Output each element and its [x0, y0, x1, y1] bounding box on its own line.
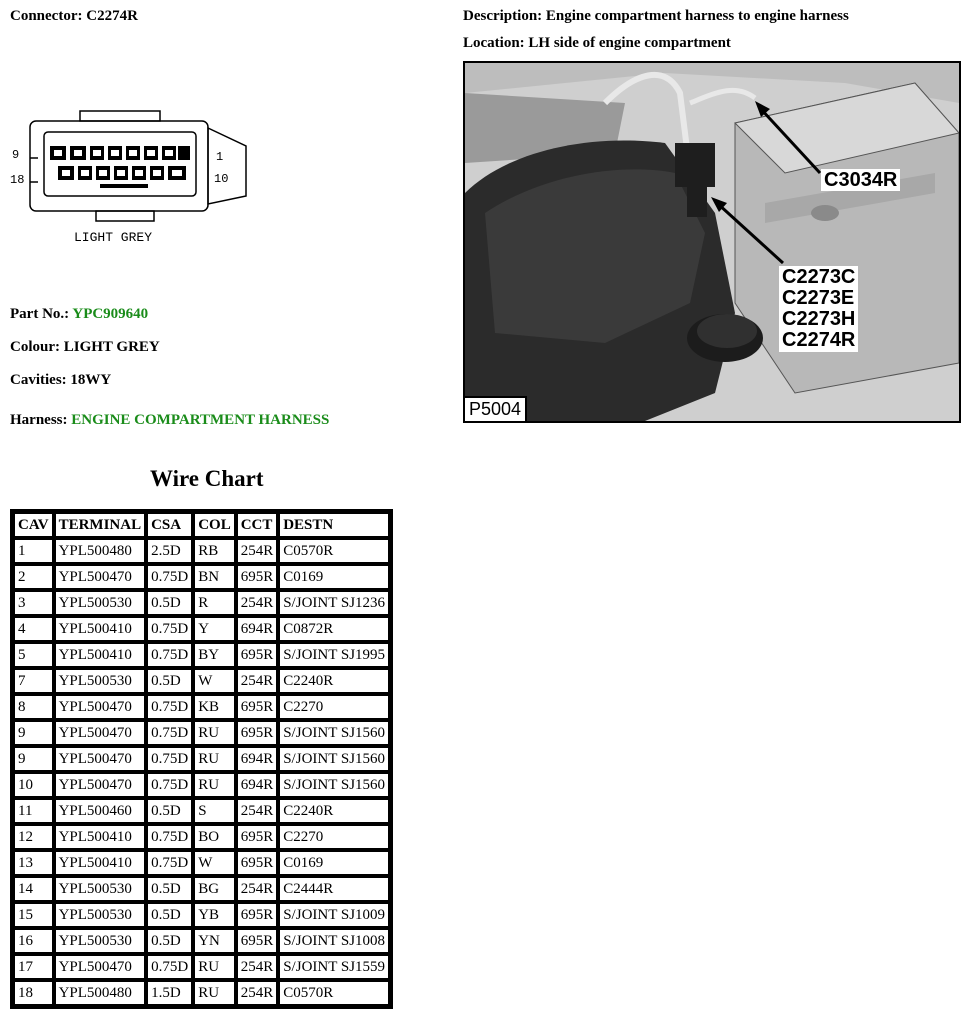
location-photo	[463, 61, 961, 423]
table-cell: 0.75D	[146, 616, 193, 642]
connector-line	[10, 8, 138, 25]
table-cell: C0169	[278, 564, 390, 590]
table-cell: 695R	[236, 694, 279, 720]
table-cell: 10	[13, 772, 54, 798]
table-cell: 695R	[236, 850, 279, 876]
engine-bay-illustration	[465, 63, 959, 421]
table-cell: C2240R	[278, 668, 390, 694]
connector-label: Connector:	[10, 8, 83, 24]
table-cell: 254R	[236, 954, 279, 980]
table-row	[13, 746, 390, 772]
table-cell: 2	[13, 564, 54, 590]
table-row	[13, 876, 390, 902]
table-cell: 0.5D	[146, 876, 193, 902]
table-cell: KB	[193, 694, 236, 720]
table-cell: 254R	[236, 590, 279, 616]
pin-label-18: 18	[10, 173, 25, 187]
table-body	[13, 538, 390, 1006]
table-cell: 0.5D	[146, 668, 193, 694]
table-cell: 695R	[236, 928, 279, 954]
table-cell: C2270	[278, 824, 390, 850]
table-cell: YPL500530	[54, 668, 147, 694]
table-cell: YPL500530	[54, 876, 147, 902]
column-header: CCT	[236, 512, 279, 538]
column-header: DESTN	[278, 512, 390, 538]
table-cell: 694R	[236, 772, 279, 798]
wire-chart-title: Wire Chart	[150, 466, 264, 491]
table-cell: 0.75D	[146, 772, 193, 798]
table-row	[13, 538, 390, 564]
table-row	[13, 642, 390, 668]
table-cell: Y	[193, 616, 236, 642]
callout-item: C2273C	[782, 266, 856, 288]
table-cell: 14	[13, 876, 54, 902]
connector-value: C2274R	[86, 8, 138, 24]
table-cell: 1	[13, 538, 54, 564]
table-cell: YPL500480	[54, 980, 147, 1006]
cavities-line	[10, 372, 111, 389]
table-cell: YPL500470	[54, 564, 147, 590]
table-cell: 15	[13, 902, 54, 928]
table-cell: BN	[193, 564, 236, 590]
table-cell: 695R	[236, 642, 279, 668]
callout-item: C2274R	[782, 329, 856, 351]
photo-reference: P5004	[465, 396, 527, 421]
table-cell: C2240R	[278, 798, 390, 824]
callout-connector-list	[779, 266, 858, 352]
location-line	[463, 35, 731, 52]
table-cell: 12	[13, 824, 54, 850]
table-cell: 3	[13, 590, 54, 616]
table-cell: YPL500410	[54, 824, 147, 850]
callout-c3034r: C3034R	[821, 169, 900, 191]
pin-label-1: 1	[216, 150, 224, 164]
table-cell: 0.5D	[146, 798, 193, 824]
table-cell: 695R	[236, 824, 279, 850]
connector-colour-caption: LIGHT GREY	[74, 230, 153, 245]
cavities-label: Cavities:	[10, 372, 67, 388]
description-label: Description:	[463, 8, 543, 24]
table-cell: 7	[13, 668, 54, 694]
table-cell: YPL500410	[54, 850, 147, 876]
table-row	[13, 798, 390, 824]
table-cell: RU	[193, 746, 236, 772]
callout-item: C2273H	[782, 308, 856, 330]
connector-face-diagram	[8, 108, 258, 248]
harness-link[interactable]: ENGINE COMPARTMENT HARNESS	[71, 412, 330, 428]
table-cell: 8	[13, 694, 54, 720]
table-cell: 0.75D	[146, 642, 193, 668]
table-cell: YPL500470	[54, 694, 147, 720]
table-row	[13, 928, 390, 954]
table-cell: 254R	[236, 798, 279, 824]
table-cell: RB	[193, 538, 236, 564]
table-cell: C0570R	[278, 980, 390, 1006]
table-cell: 695R	[236, 720, 279, 746]
table-cell: W	[193, 668, 236, 694]
table-row	[13, 902, 390, 928]
location-value: LH side of engine compartment	[528, 35, 731, 51]
table-cell: 694R	[236, 746, 279, 772]
table-cell: S/JOINT SJ1995	[278, 642, 390, 668]
table-cell: BY	[193, 642, 236, 668]
colour-value: LIGHT GREY	[63, 339, 160, 355]
table-cell: 0.5D	[146, 902, 193, 928]
table-cell: 17	[13, 954, 54, 980]
table-cell: 9	[13, 720, 54, 746]
table-cell: 11	[13, 798, 54, 824]
table-cell: S/JOINT SJ1236	[278, 590, 390, 616]
part-no-line	[10, 306, 148, 323]
table-cell: 18	[13, 980, 54, 1006]
table-cell: 0.75D	[146, 720, 193, 746]
table-cell: C2444R	[278, 876, 390, 902]
table-cell: YPL500480	[54, 538, 147, 564]
colour-line	[10, 339, 160, 356]
table-cell: YPL500460	[54, 798, 147, 824]
pin-label-9: 9	[12, 148, 20, 162]
table-cell: YPL500470	[54, 746, 147, 772]
callout-item: C2273E	[782, 287, 855, 309]
table-cell: 695R	[236, 902, 279, 928]
cavities-value: 18WY	[70, 372, 112, 388]
pin-label-10: 10	[214, 172, 229, 186]
table-cell: 0.5D	[146, 590, 193, 616]
table-cell: S	[193, 798, 236, 824]
table-cell: RU	[193, 980, 236, 1006]
column-header: TERMINAL	[54, 512, 147, 538]
table-cell: YPL500410	[54, 642, 147, 668]
table-cell: 0.5D	[146, 928, 193, 954]
table-cell: 0.75D	[146, 746, 193, 772]
table-cell: YPL500530	[54, 590, 147, 616]
table-cell: YPL500470	[54, 720, 147, 746]
table-cell: S/JOINT SJ1560	[278, 746, 390, 772]
table-row	[13, 616, 390, 642]
table-cell: BO	[193, 824, 236, 850]
table-row	[13, 850, 390, 876]
table-cell: 254R	[236, 876, 279, 902]
location-label: Location:	[463, 35, 525, 51]
table-cell: 5	[13, 642, 54, 668]
column-header: CAV	[13, 512, 54, 538]
table-cell: BG	[193, 876, 236, 902]
table-cell: S/JOINT SJ1009	[278, 902, 390, 928]
table-cell: W	[193, 850, 236, 876]
table-cell: 0.75D	[146, 954, 193, 980]
table-cell: 16	[13, 928, 54, 954]
table-cell: C2270	[278, 694, 390, 720]
table-cell: R	[193, 590, 236, 616]
table-row	[13, 668, 390, 694]
table-cell: 695R	[236, 564, 279, 590]
table-cell: 4	[13, 616, 54, 642]
table-cell: YPL500530	[54, 928, 147, 954]
table-header-row	[13, 512, 390, 538]
table-cell: 13	[13, 850, 54, 876]
table-cell: 0.75D	[146, 694, 193, 720]
table-row	[13, 824, 390, 850]
part-no-link[interactable]: YPC909640	[72, 306, 149, 322]
table-cell: YPL500530	[54, 902, 147, 928]
table-cell: 1.5D	[146, 980, 193, 1006]
table-cell: C0872R	[278, 616, 390, 642]
table-cell: 254R	[236, 980, 279, 1006]
harness-line	[10, 412, 329, 429]
description-value: Engine compartment harness to engine harness	[545, 8, 849, 24]
table-cell: 0.75D	[146, 824, 193, 850]
wire-chart-table	[10, 509, 393, 1009]
table-row	[13, 954, 390, 980]
table-cell: S/JOINT SJ1560	[278, 772, 390, 798]
description-line	[463, 8, 849, 25]
table-row	[13, 590, 390, 616]
part-no-label: Part No.:	[10, 306, 70, 322]
table-row	[13, 772, 390, 798]
table-row	[13, 694, 390, 720]
table-row	[13, 720, 390, 746]
table-cell: 2.5D	[146, 538, 193, 564]
table-cell: 694R	[236, 616, 279, 642]
table-cell: YB	[193, 902, 236, 928]
table-cell: S/JOINT SJ1560	[278, 720, 390, 746]
table-cell: C0570R	[278, 538, 390, 564]
connector-face-drawing	[8, 108, 258, 248]
table-cell: 254R	[236, 668, 279, 694]
table-cell: YPL500470	[54, 954, 147, 980]
colour-label: Colour:	[10, 339, 60, 355]
table-cell: S/JOINT SJ1008	[278, 928, 390, 954]
table-row	[13, 980, 390, 1006]
table-cell: 9	[13, 746, 54, 772]
table-cell: 0.75D	[146, 850, 193, 876]
table-cell: YPL500470	[54, 772, 147, 798]
table-cell: YN	[193, 928, 236, 954]
table-cell: 254R	[236, 538, 279, 564]
table-cell: RU	[193, 720, 236, 746]
table-cell: RU	[193, 772, 236, 798]
table-row	[13, 564, 390, 590]
table-cell: C0169	[278, 850, 390, 876]
table-cell: S/JOINT SJ1559	[278, 954, 390, 980]
column-header: COL	[193, 512, 236, 538]
harness-label: Harness:	[10, 412, 68, 428]
table-cell: RU	[193, 954, 236, 980]
table-cell: 0.75D	[146, 564, 193, 590]
column-header: CSA	[146, 512, 193, 538]
table-cell: YPL500410	[54, 616, 147, 642]
